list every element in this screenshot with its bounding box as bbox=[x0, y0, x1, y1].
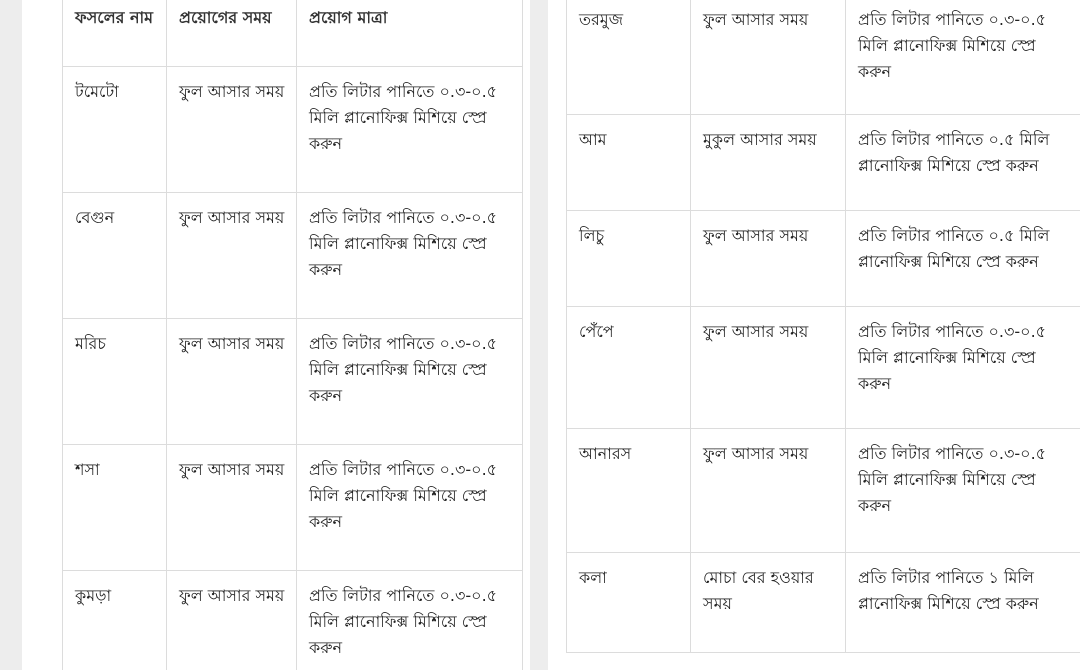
table-row bbox=[567, 0, 1080, 115]
application-dose-cell: প্রতি লিটার পানিতে ০.৩-০.৫ মিলি প্লানোফিক্স মিশিয়ে স্প্রে করুন bbox=[846, 429, 1080, 553]
crop-application-table-left bbox=[62, 0, 523, 670]
application-dose-cell: প্রতি লিটার পানিতে ০.৩-০.৫ মিলি প্লানোফিক্স মিশিয়ে স্প্রে করুন bbox=[846, 0, 1080, 115]
application-time-cell: মোচা বের হওয়ার সময় bbox=[691, 553, 846, 653]
application-dose-cell: প্রতি লিটার পানিতে ০.৩-০.৫ মিলি প্লানোফিক্স মিশিয়ে স্প্রে করুন bbox=[297, 571, 523, 670]
right-page-panel bbox=[548, 0, 1080, 670]
application-dose-cell: প্রতি লিটার পানিতে ০.৩-০.৫ মিলি প্লানোফিক্স মিশিয়ে স্প্রে করুন bbox=[846, 307, 1080, 429]
application-dose-cell: প্রতি লিটার পানিতে ০.৫ মিলি প্লানোফিক্স মিশিয়ে স্প্রে করুন bbox=[846, 211, 1080, 307]
table-row bbox=[63, 319, 523, 445]
application-dose-cell: প্রতি লিটার পানিতে ০.৫ মিলি প্লানোফিক্স মিশিয়ে স্প্রে করুন bbox=[846, 115, 1080, 211]
crop-name-cell: পেঁপে bbox=[567, 307, 691, 429]
crop-name-cell: আম bbox=[567, 115, 691, 211]
crop-name-cell: কুমড়া bbox=[63, 571, 167, 670]
crop-name-cell: আনারস bbox=[567, 429, 691, 553]
header-application-time: প্রয়োগের সময় bbox=[167, 0, 297, 67]
table-row bbox=[63, 445, 523, 571]
table-row bbox=[567, 429, 1080, 553]
crop-name-cell: মরিচ bbox=[63, 319, 167, 445]
application-dose-cell: প্রতি লিটার পানিতে ০.৩-০.৫ মিলি প্লানোফিক্স মিশিয়ে স্প্রে করুন bbox=[297, 193, 523, 319]
application-dose-cell: প্রতি লিটার পানিতে ০.৩-০.৫ মিলি প্লানোফিক্স মিশিয়ে স্প্রে করুন bbox=[297, 67, 523, 193]
application-dose-cell: প্রতি লিটার পানিতে ১ মিলি প্লানোফিক্স মিশিয়ে স্প্রে করুন bbox=[846, 553, 1080, 653]
application-time-cell: ফুল আসার সময় bbox=[691, 211, 846, 307]
table-row bbox=[567, 307, 1080, 429]
table-row bbox=[567, 553, 1080, 653]
application-time-cell: মুকুল আসার সময় bbox=[691, 115, 846, 211]
application-time-cell: ফুল আসার সময় bbox=[691, 307, 846, 429]
left-page-panel bbox=[22, 0, 530, 670]
application-time-cell: ফুল আসার সময় bbox=[691, 0, 846, 115]
crop-name-cell: কলা bbox=[567, 553, 691, 653]
table-header-row bbox=[63, 0, 523, 67]
application-time-cell: ফুল আসার সময় bbox=[691, 429, 846, 553]
crop-application-table-right bbox=[566, 0, 1080, 653]
application-time-cell: ফুল আসার সময় bbox=[167, 319, 297, 445]
table-row bbox=[63, 67, 523, 193]
table-row bbox=[63, 571, 523, 670]
table-row bbox=[567, 115, 1080, 211]
table-row bbox=[63, 193, 523, 319]
application-time-cell: ফুল আসার সময় bbox=[167, 67, 297, 193]
header-crop-name: ফসলের নাম bbox=[63, 0, 167, 67]
crop-name-cell: তরমুজ bbox=[567, 0, 691, 115]
application-time-cell: ফুল আসার সময় bbox=[167, 571, 297, 670]
crop-name-cell: শসা bbox=[63, 445, 167, 571]
table-row bbox=[567, 211, 1080, 307]
application-time-cell: ফুল আসার সময় bbox=[167, 445, 297, 571]
application-dose-cell: প্রতি লিটার পানিতে ০.৩-০.৫ মিলি প্লানোফিক্স মিশিয়ে স্প্রে করুন bbox=[297, 319, 523, 445]
crop-name-cell: বেগুন bbox=[63, 193, 167, 319]
crop-name-cell: লিচু bbox=[567, 211, 691, 307]
header-application-dose: প্রয়োগ মাত্রা bbox=[297, 0, 523, 67]
application-time-cell: ফুল আসার সময় bbox=[167, 193, 297, 319]
crop-name-cell: টমেটো bbox=[63, 67, 167, 193]
application-dose-cell: প্রতি লিটার পানিতে ০.৩-০.৫ মিলি প্লানোফিক্স মিশিয়ে স্প্রে করুন bbox=[297, 445, 523, 571]
